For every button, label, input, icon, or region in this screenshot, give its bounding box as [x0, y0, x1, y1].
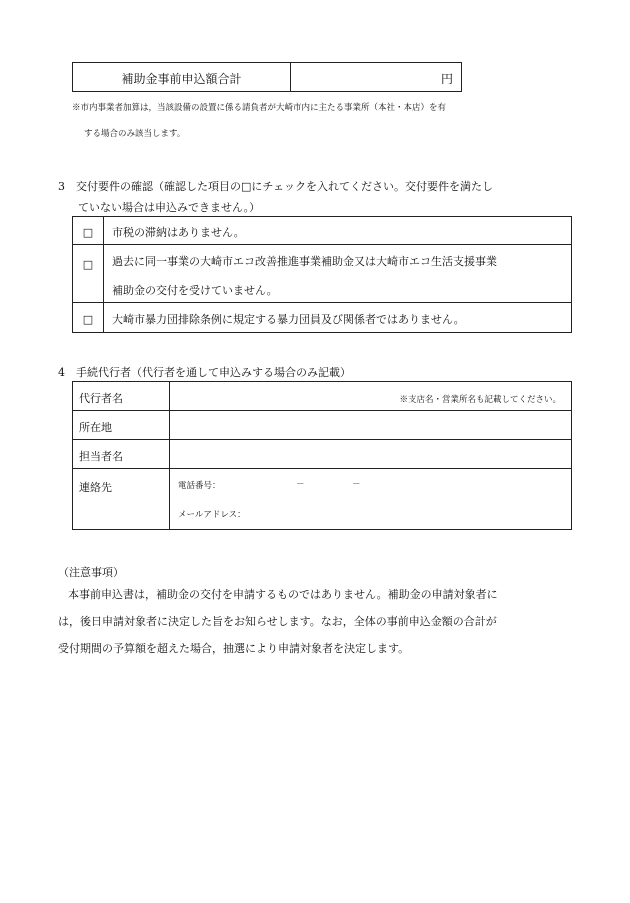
notes-line1: 本事前申込書は，補助金の交付を申請するものではありません。補助金の申請対象者に	[68, 588, 498, 601]
total-amount-input-cell[interactable]	[291, 63, 462, 92]
yen-unit: 円	[440, 71, 453, 86]
notes-line3: 受付期間の予算額を超えた場合，抽選により申請対象者を決定します。	[58, 642, 410, 655]
surcharge-note-line1: ※市内事業者加算は，当該設備の設置に係る請負者が大崎市内に主たる事業所（本社・本店）を有	[72, 103, 447, 113]
requirement-prior-subsidy-line1: 過去に同一事業の大崎市エコ改善推進事業補助金又は大崎市エコ生活支援事業	[112, 255, 497, 268]
checkbox-cell[interactable]	[73, 217, 104, 245]
requirement-antigang: 大崎市暴力団排除条例に規定する暴力団員及び関係者ではありません。	[112, 313, 465, 326]
agent-name-label: 代行者名	[79, 391, 123, 405]
requirement-prior-subsidy-line2: 補助金の交付を受けていません。	[112, 284, 278, 297]
total-amount-label-cell	[73, 63, 291, 92]
phone-dash-1: －	[296, 480, 305, 490]
phone-label: 電話番号：	[178, 481, 221, 491]
section4-heading: 4 手続代行者（代行者を通して申込みする場合のみ記載）	[58, 366, 351, 379]
person-label: 担当者名	[79, 449, 123, 463]
phone-dash-2: －	[352, 480, 361, 490]
contact-field[interactable]	[170, 469, 572, 530]
address-field[interactable]	[170, 411, 572, 440]
email-label: メールアドレス：	[178, 510, 246, 520]
address-label: 所在地	[79, 420, 112, 434]
checkbox-prior-subsidy[interactable]: □	[82, 258, 94, 271]
contact-label: 連絡先	[79, 481, 112, 494]
total-amount-table	[72, 62, 462, 92]
requirement-tax: 市税の滞納はありません。	[112, 226, 245, 239]
section3-heading-line1: 3 交付要件の確認（確認した項目の□にチェックを入れてください。交付要件を満たし	[58, 180, 494, 193]
person-field[interactable]	[170, 440, 572, 469]
checkbox-antigang[interactable]: □	[82, 313, 94, 326]
agent-name-note: ※支店名・営業所名も記載してください。	[399, 394, 561, 405]
checkbox-cell[interactable]	[73, 245, 104, 303]
surcharge-note-line2: する場合のみ該当します。	[84, 129, 186, 139]
checkbox-cell[interactable]	[73, 303, 104, 333]
checkbox-tax[interactable]: □	[82, 226, 94, 239]
notes-title: （注意事項）	[58, 566, 124, 579]
section3-heading-line2: ていない場合は申込みできません。）	[78, 201, 261, 214]
notes-line2: は，後日申請対象者に決定した旨をお知らせします。なお，全体の事前申込金額の合計が	[58, 615, 497, 628]
total-amount-label: 補助金事前申込額合計	[121, 71, 242, 86]
agent-name-field[interactable]	[170, 382, 572, 411]
agent-table	[72, 381, 572, 530]
requirements-checklist	[72, 216, 572, 333]
